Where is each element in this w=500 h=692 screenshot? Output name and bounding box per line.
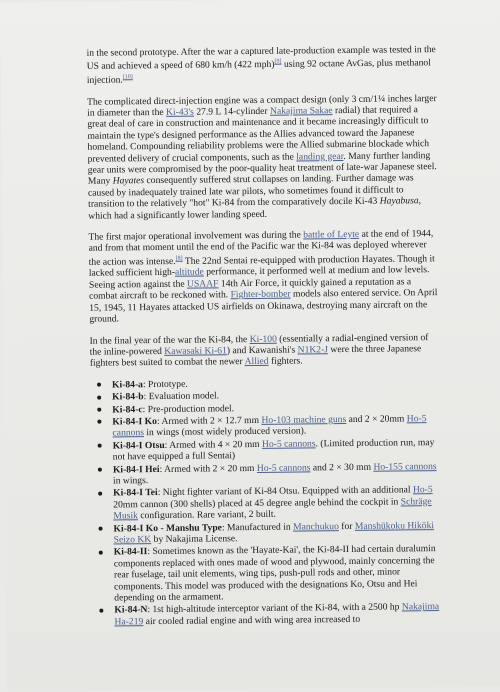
paragraph-operations bbox=[88, 228, 441, 325]
text: performance, it performed well at medium and low levels. Seeing action against the bbox=[88, 264, 430, 291]
link-fighter-bomber[interactable]: Fighter-bomber bbox=[230, 288, 291, 301]
variant-text: : Armed with 4 × 20 mm bbox=[164, 438, 263, 451]
variant-link[interactable]: Ho-5 cannons bbox=[261, 438, 316, 450]
paragraph-final-year bbox=[90, 332, 442, 370]
variant-link[interactable]: Manshūkoku Hikōki Seizo KK bbox=[113, 519, 435, 546]
variant-text: and 2 × 20mm bbox=[346, 413, 407, 425]
link-ki100[interactable]: Ki-100 bbox=[249, 333, 277, 345]
variant-link[interactable]: Ho-5 bbox=[412, 484, 433, 496]
variant-list bbox=[90, 376, 445, 628]
text: In the final year of the war the Ki-84, the bbox=[89, 333, 250, 347]
link-landing-gear[interactable]: landing gear bbox=[296, 150, 344, 163]
variant-text: and 2 × 30 mm bbox=[310, 461, 374, 473]
variant-list-item bbox=[114, 601, 444, 627]
text: 14th Air Force, it quickly gained a reputation as a combat aircraft to be reckoned with. bbox=[89, 276, 412, 302]
text: (essentially a radial-engined version of the inline-powered bbox=[89, 331, 429, 358]
text: The complicated direct-injection engine was a compact design (only 3 cm/1¼ inches larger in diameter than the bbox=[86, 92, 437, 119]
variant-link[interactable]: Ho-5 cannons bbox=[112, 413, 427, 439]
link-battle-of-leyte[interactable]: battle of Leyte bbox=[303, 228, 360, 241]
footnote-ref[interactable]: [10] bbox=[122, 74, 133, 81]
variant-list-item bbox=[112, 413, 442, 439]
variant-text: air cooled radial engine and with wing area increased to bbox=[143, 613, 361, 627]
text-italic: Hayabusa bbox=[379, 195, 419, 207]
text: fighters. bbox=[268, 355, 303, 368]
variant-name: Ki-84-I Ko bbox=[112, 415, 157, 428]
variant-text: . (Limited production run, may not have equipped a full Sentai) bbox=[112, 436, 435, 463]
variant-text: configuration. Rare variant, 2 built. bbox=[137, 508, 276, 522]
variant-text: : Pre-production model. bbox=[142, 402, 235, 415]
variant-link[interactable]: Nakajima Ha-219 bbox=[114, 601, 440, 628]
variant-text: : Prototype. bbox=[142, 378, 188, 390]
variant-text: : Night fighter variant of Ki-84 Otsu. Equipped with an additional bbox=[157, 484, 413, 499]
text: , which had a significantly lower landing speed. bbox=[88, 195, 422, 222]
variant-text: : Armed with 2 × 20 mm bbox=[159, 462, 257, 475]
text: in the second prototype. After the war a captured late-production example was tested in the US and achieved a speed of 680 km/h (422 mph) bbox=[86, 44, 436, 73]
variant-text: 20mm cannon (300 shells) placed at 45 degree angle behind the cockpit in bbox=[113, 496, 401, 511]
text-italic: Hayates bbox=[112, 175, 145, 187]
variant-name: Ki-84-N bbox=[114, 604, 148, 616]
variant-text: : Sometimes known as the 'Hayate-Kai', the Ki-84-II had certain duralumin components replaced with ones made of wood and plywood, mainly concerning the rear fuselage, tail unit elements, wing tips, push-pull rods and other, minor components. This model was produced with the designations Ko, Otsu and Hei depending on the armament. bbox=[113, 543, 436, 604]
variant-list-item bbox=[113, 520, 443, 546]
text: The 22nd Sentai re-equipped with production Hayates. Though it lacked sufficient high- bbox=[88, 253, 435, 280]
variant-link[interactable]: Schräge Musik bbox=[113, 495, 432, 522]
link-ki43[interactable]: Ki-43's bbox=[165, 106, 194, 118]
text: . Many further landing gear units were compromised by the poor-quality heat treatment of late-war Japanese steel. Many bbox=[87, 149, 437, 188]
variant-list-item bbox=[113, 484, 443, 522]
variant-name: Ki-84-b bbox=[112, 391, 144, 403]
variant-list-item bbox=[113, 437, 443, 463]
variant-text: : Armed with 2 × 12.7 mm bbox=[156, 414, 262, 427]
variant-name: Ki-84-c bbox=[112, 403, 143, 415]
variant-link[interactable]: Ho-5 cannons bbox=[256, 461, 311, 474]
variant-text: : 1st high-altitude interceptor variant of the Ki-84, with a 2500 hp bbox=[147, 601, 402, 616]
variant-name: Ki-84-I Hei bbox=[112, 463, 160, 476]
link-altitude[interactable]: altitude bbox=[174, 266, 204, 279]
variant-list-item bbox=[113, 461, 443, 487]
link-allied[interactable]: Allied bbox=[244, 356, 269, 368]
variant-name: Ki-84-a bbox=[111, 378, 143, 391]
variant-name: Ki-84-I Otsu bbox=[112, 439, 165, 452]
variant-link[interactable]: Ho-155 cannons bbox=[373, 460, 437, 473]
variant-text: in wings (most widely produced version). bbox=[143, 425, 307, 439]
link-n1k2j[interactable]: N1K2-J bbox=[297, 344, 329, 356]
variant-text: : Manufactured in bbox=[221, 521, 294, 533]
variant-link[interactable]: Manchukuo bbox=[292, 520, 339, 533]
link-usaaf[interactable]: USAAF bbox=[186, 278, 219, 290]
variant-list-item bbox=[114, 543, 445, 603]
variant-name: Ki-84-I Ko - Manshu Type bbox=[113, 521, 222, 535]
link-kawasaki-ki61[interactable]: Kawasaki Ki-61 bbox=[164, 345, 227, 357]
text: consequently suffered strut collapses on landing. Further damage was caused by inadequately trained late war pilots, who sometimes found it difficult to transition to the relatively "hot" Ki-84 from the comparatively docile Ki-43 bbox=[87, 172, 414, 210]
variant-text: for bbox=[338, 520, 355, 532]
text: models also entered service. On April 15, 1945, 11 Hayates attacked US airfields on Okinawa, destroying many aircraft on the ground. bbox=[89, 287, 438, 325]
paragraph-speed-test bbox=[86, 44, 438, 86]
variant-text: in wings. bbox=[112, 475, 149, 487]
text: ) and Kawanishi's bbox=[226, 344, 298, 357]
paragraph-engine bbox=[87, 93, 440, 222]
text: radial) that required a great deal of care in construction and maintenance and it became increasingly difficult to maintain the type's designed performance as the Allies advanced toward the Japanese homeland. Compounding reliability problems were the Allied submarine blockade which prevented delivery of crucial components, such as the bbox=[87, 104, 430, 165]
link-nakajima-sakae[interactable]: Nakajima Sakae bbox=[269, 105, 333, 117]
variant-text: by Nakajima License. bbox=[151, 533, 238, 546]
footnote-ref[interactable]: [8] bbox=[175, 255, 183, 262]
variant-link[interactable]: Ho-103 machine guns bbox=[261, 413, 347, 426]
text: at the end of 1944, and from that moment until the end of the Pacific war the Ki-84 was deployed wherever the action was intense. bbox=[88, 228, 434, 268]
variant-text: : Evaluation model. bbox=[143, 390, 220, 403]
text: were the three Japanese fighters best suited to combat the newer bbox=[89, 343, 422, 370]
variant-name: Ki-84-II bbox=[113, 546, 148, 558]
text: The first major operational involvement was during the bbox=[88, 229, 304, 243]
variant-name: Ki-84-I Tei bbox=[113, 487, 158, 499]
footnote-ref[interactable]: [9] bbox=[274, 59, 282, 66]
text: using 92 octane AvGas, plus methanol injection. bbox=[86, 57, 431, 86]
text: 27.9 L 14-cylinder bbox=[193, 105, 271, 118]
